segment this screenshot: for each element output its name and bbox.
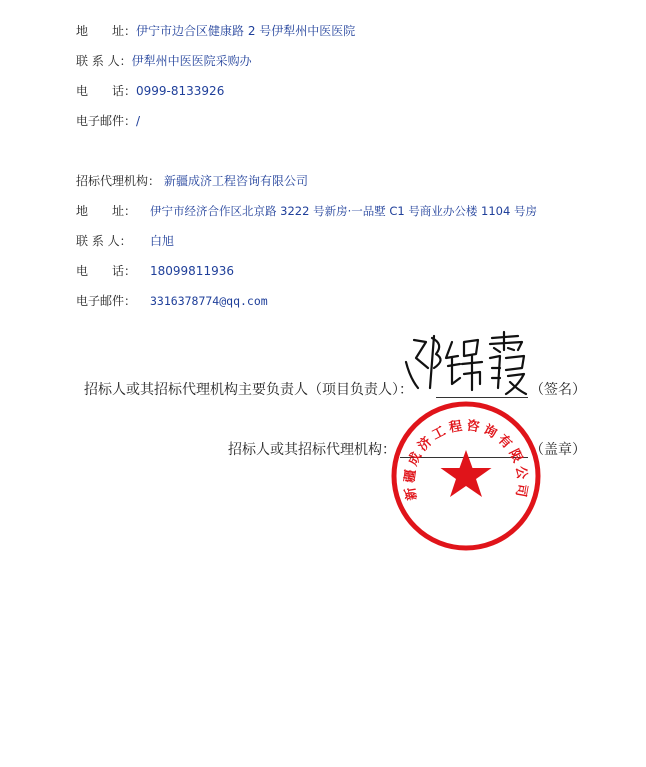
company-seal xyxy=(388,398,544,554)
tenderer-email-value: / xyxy=(136,114,141,128)
tenderer-address-value: 伊宁市边合区健康路 2 号伊犁州中医医院 xyxy=(136,24,356,38)
agency-phone-label: 电 话： xyxy=(76,264,137,278)
principal-signature-line xyxy=(84,381,413,399)
org-seal-suffix: （盖章） xyxy=(530,442,586,458)
agency-phone-row xyxy=(76,263,234,279)
tenderer-phone-row xyxy=(76,83,224,99)
agency-address-label: 地 址： xyxy=(76,204,137,218)
agency-address-value: 伊宁市经济合作区北京路 3222 号新房·一品墅 C1 号商业办公楼 1104 号房 xyxy=(150,204,537,218)
org-seal-label: 招标人或其招标代理机构： xyxy=(228,442,396,458)
org-seal-line xyxy=(228,441,396,459)
seal-star-icon xyxy=(441,450,492,497)
agency-name-row xyxy=(76,173,308,189)
tenderer-contact-value: 伊犁州中医医院采购办 xyxy=(131,54,252,68)
agency-contact-value: 白旭 xyxy=(150,234,175,248)
agency-name-label: 招标代理机构： xyxy=(76,174,161,188)
tenderer-contact-label: 联 系 人： xyxy=(76,54,132,68)
tenderer-contact-row xyxy=(76,53,252,69)
agency-email-label: 电子邮件： xyxy=(76,294,137,308)
principal-signature-suffix: （签名） xyxy=(530,382,586,398)
agency-phone-value: 18099811936 xyxy=(150,264,234,278)
tenderer-phone-value: 0999-8133926 xyxy=(136,84,225,98)
tenderer-email-row xyxy=(76,113,140,129)
tenderer-address-label: 地 址： xyxy=(76,24,137,38)
agency-contact-label: 联 系 人： xyxy=(76,234,132,248)
seal-text: 新疆成济工程咨询有限公司 xyxy=(402,418,530,502)
agency-email-value: 3316378774@qq.com xyxy=(150,294,268,308)
tenderer-address-row xyxy=(76,23,355,39)
tenderer-email-label: 电子邮件： xyxy=(76,114,137,128)
agency-contact-row xyxy=(76,233,174,249)
agency-email-row xyxy=(76,293,268,309)
principal-signature-label: 招标人或其招标代理机构主要负责人（项目负责人）： xyxy=(84,382,413,398)
tenderer-phone-label: 电 话： xyxy=(76,84,137,98)
agency-address-row xyxy=(76,203,537,219)
handwritten-signature xyxy=(400,328,530,403)
agency-name-value: 新疆成济工程咨询有限公司 xyxy=(164,174,309,188)
